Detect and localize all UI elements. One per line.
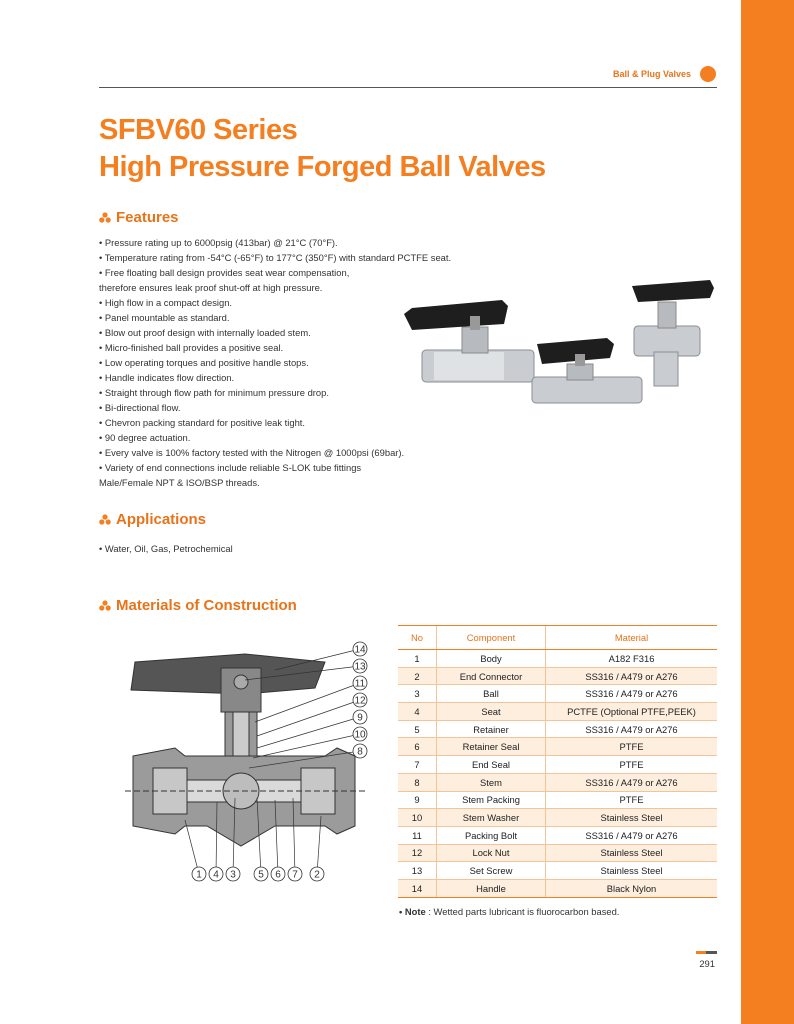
table-row [398, 667, 717, 685]
cell-material: SS316 / A479 or A276 [546, 667, 718, 685]
feature-item: • Temperature rating from -54°C (-65°F) to 177°C (350°F) with standard PCTFE seat. [99, 252, 452, 263]
trefoil-icon [99, 514, 111, 525]
callout-number: 2 [314, 869, 320, 881]
cell-material: PTFE [546, 756, 718, 774]
table-row [398, 791, 717, 809]
features-heading [99, 209, 179, 226]
col-header-no: No [398, 626, 437, 650]
callout-number: 10 [354, 729, 366, 741]
table-row [398, 826, 717, 844]
table-row [398, 773, 717, 791]
feature-item: therefore ensures leak proof shut-off at high pressure. [99, 282, 323, 293]
cell-no: 7 [398, 756, 437, 774]
cell-no: 9 [398, 791, 437, 809]
feature-item: • Handle indicates flow direction. [99, 372, 235, 383]
header-rule [99, 87, 717, 88]
col-header-material: Material [546, 626, 718, 650]
cell-no: 8 [398, 773, 437, 791]
callout-number: 11 [354, 678, 366, 690]
callout-number: 5 [258, 869, 264, 881]
cell-component: Retainer [437, 720, 546, 738]
cell-no: 13 [398, 862, 437, 880]
orange-side-bar [741, 0, 794, 1024]
callout-number: 7 [292, 869, 298, 881]
cell-material: SS316 / A479 or A276 [546, 773, 718, 791]
feature-item: • Free floating ball design provides seat wear compensation, [99, 267, 350, 278]
callout-number: 14 [354, 644, 366, 656]
feature-item: • Blow out proof design with internally loaded stem. [99, 327, 311, 338]
feature-item: Male/Female NPT & ISO/BSP threads. [99, 477, 260, 488]
callout-number: 1 [196, 869, 202, 881]
cell-material: Stainless Steel [546, 844, 718, 862]
cell-no: 12 [398, 844, 437, 862]
applications-heading [99, 511, 206, 528]
cell-no: 10 [398, 809, 437, 827]
feature-item: • Panel mountable as standard. [99, 312, 230, 323]
cell-no: 11 [398, 826, 437, 844]
cell-component: Set Screw [437, 862, 546, 880]
cell-component: Ball [437, 685, 546, 703]
feature-item: • Chevron packing standard for positive leak tight. [99, 417, 305, 428]
callout-number: 6 [275, 869, 281, 881]
table-row [398, 650, 717, 668]
cell-no: 2 [398, 667, 437, 685]
callout-number: 13 [354, 661, 366, 673]
cell-material: PTFE [546, 791, 718, 809]
callout-number: 8 [357, 746, 363, 758]
trefoil-icon [99, 600, 111, 611]
table-header-row [398, 626, 717, 650]
valve-product-photo [392, 272, 722, 422]
cell-no: 1 [398, 650, 437, 668]
col-header-component: Component [437, 626, 546, 650]
callout-number: 12 [354, 695, 366, 707]
cell-material: SS316 / A479 or A276 [546, 826, 718, 844]
cell-material: Black Nylon [546, 879, 718, 897]
table-row [398, 809, 717, 827]
feature-item: • Every valve is 100% factory tested with the Nitrogen @ 1000psi (69bar). [99, 447, 405, 458]
cell-material: A182 F316 [546, 650, 718, 668]
cell-material: PCTFE (Optional PTFE,PEEK) [546, 703, 718, 721]
page-number-rule [696, 951, 717, 954]
feature-item: • Variety of end connections include reliable S-LOK tube fittings [99, 462, 362, 473]
table-row [398, 756, 717, 774]
feature-item: • Low operating torques and positive handle stops. [99, 357, 309, 368]
diagram-callout [257, 710, 367, 748]
cell-material: PTFE [546, 738, 718, 756]
header-section-label: Ball & Plug Valves [612, 69, 691, 79]
materials-table [398, 625, 717, 898]
table-row [398, 685, 717, 703]
valve-cross-section-diagram [125, 640, 385, 890]
cell-no: 6 [398, 738, 437, 756]
cell-material: SS316 / A479 or A276 [546, 720, 718, 738]
cell-component: Seat [437, 703, 546, 721]
cell-component: Packing Bolt [437, 826, 546, 844]
cell-no: 5 [398, 720, 437, 738]
note-text [399, 906, 619, 917]
cell-component: Stem Washer [437, 809, 546, 827]
callout-number: 9 [357, 712, 363, 724]
applications-heading-text: Applications [116, 511, 207, 528]
feature-item: • High flow in a compact design. [99, 297, 233, 308]
cell-component: End Seal [437, 756, 546, 774]
feature-item: • Pressure rating up to 6000psig (413bar) @ 21°C (70°F). [99, 237, 338, 248]
cell-no: 4 [398, 703, 437, 721]
page-number: 291 [699, 958, 715, 969]
materials-heading-text: Materials of Construction [116, 597, 297, 614]
materials-heading [99, 597, 297, 614]
feature-item: • 90 degree actuation. [99, 432, 191, 443]
cell-component: Stem Packing [437, 791, 546, 809]
feature-item: • Straight through flow path for minimum pressure drop. [99, 387, 329, 398]
cell-material: SS316 / A479 or A276 [546, 685, 718, 703]
cell-component: Retainer Seal [437, 738, 546, 756]
table-row [398, 879, 717, 897]
title-line-2: High Pressure Forged Ball Valves [99, 151, 546, 183]
cell-no: 3 [398, 685, 437, 703]
cell-material: Stainless Steel [546, 862, 718, 880]
cell-component: Lock Nut [437, 844, 546, 862]
features-heading-text: Features [116, 209, 179, 226]
feature-item: • Micro-finished ball provides a positive seal. [99, 342, 284, 353]
feature-item: • Bi-directional flow. [99, 402, 181, 413]
diagram-callout [257, 693, 367, 736]
trefoil-icon [99, 212, 111, 223]
applications-text: • Water, Oil, Gas, Petrochemical [99, 543, 233, 554]
table-row [398, 862, 717, 880]
callout-number: 4 [213, 869, 219, 881]
note-label: • Note [399, 906, 426, 917]
cell-component: Body [437, 650, 546, 668]
table-row [398, 720, 717, 738]
title-line-1: SFBV60 Series [99, 114, 298, 146]
callout-number: 3 [230, 869, 236, 881]
table-row [398, 703, 717, 721]
cell-component: End Connector [437, 667, 546, 685]
table-row [398, 738, 717, 756]
cell-component: Handle [437, 879, 546, 897]
cell-component: Stem [437, 773, 546, 791]
header-dot-icon [700, 66, 716, 82]
note-body: : Wetted parts lubricant is fluorocarbon based. [425, 906, 620, 917]
table-row [398, 844, 717, 862]
cell-no: 14 [398, 879, 437, 897]
diagram-callout [185, 820, 206, 881]
cell-material: Stainless Steel [546, 809, 718, 827]
page-title [99, 112, 546, 186]
